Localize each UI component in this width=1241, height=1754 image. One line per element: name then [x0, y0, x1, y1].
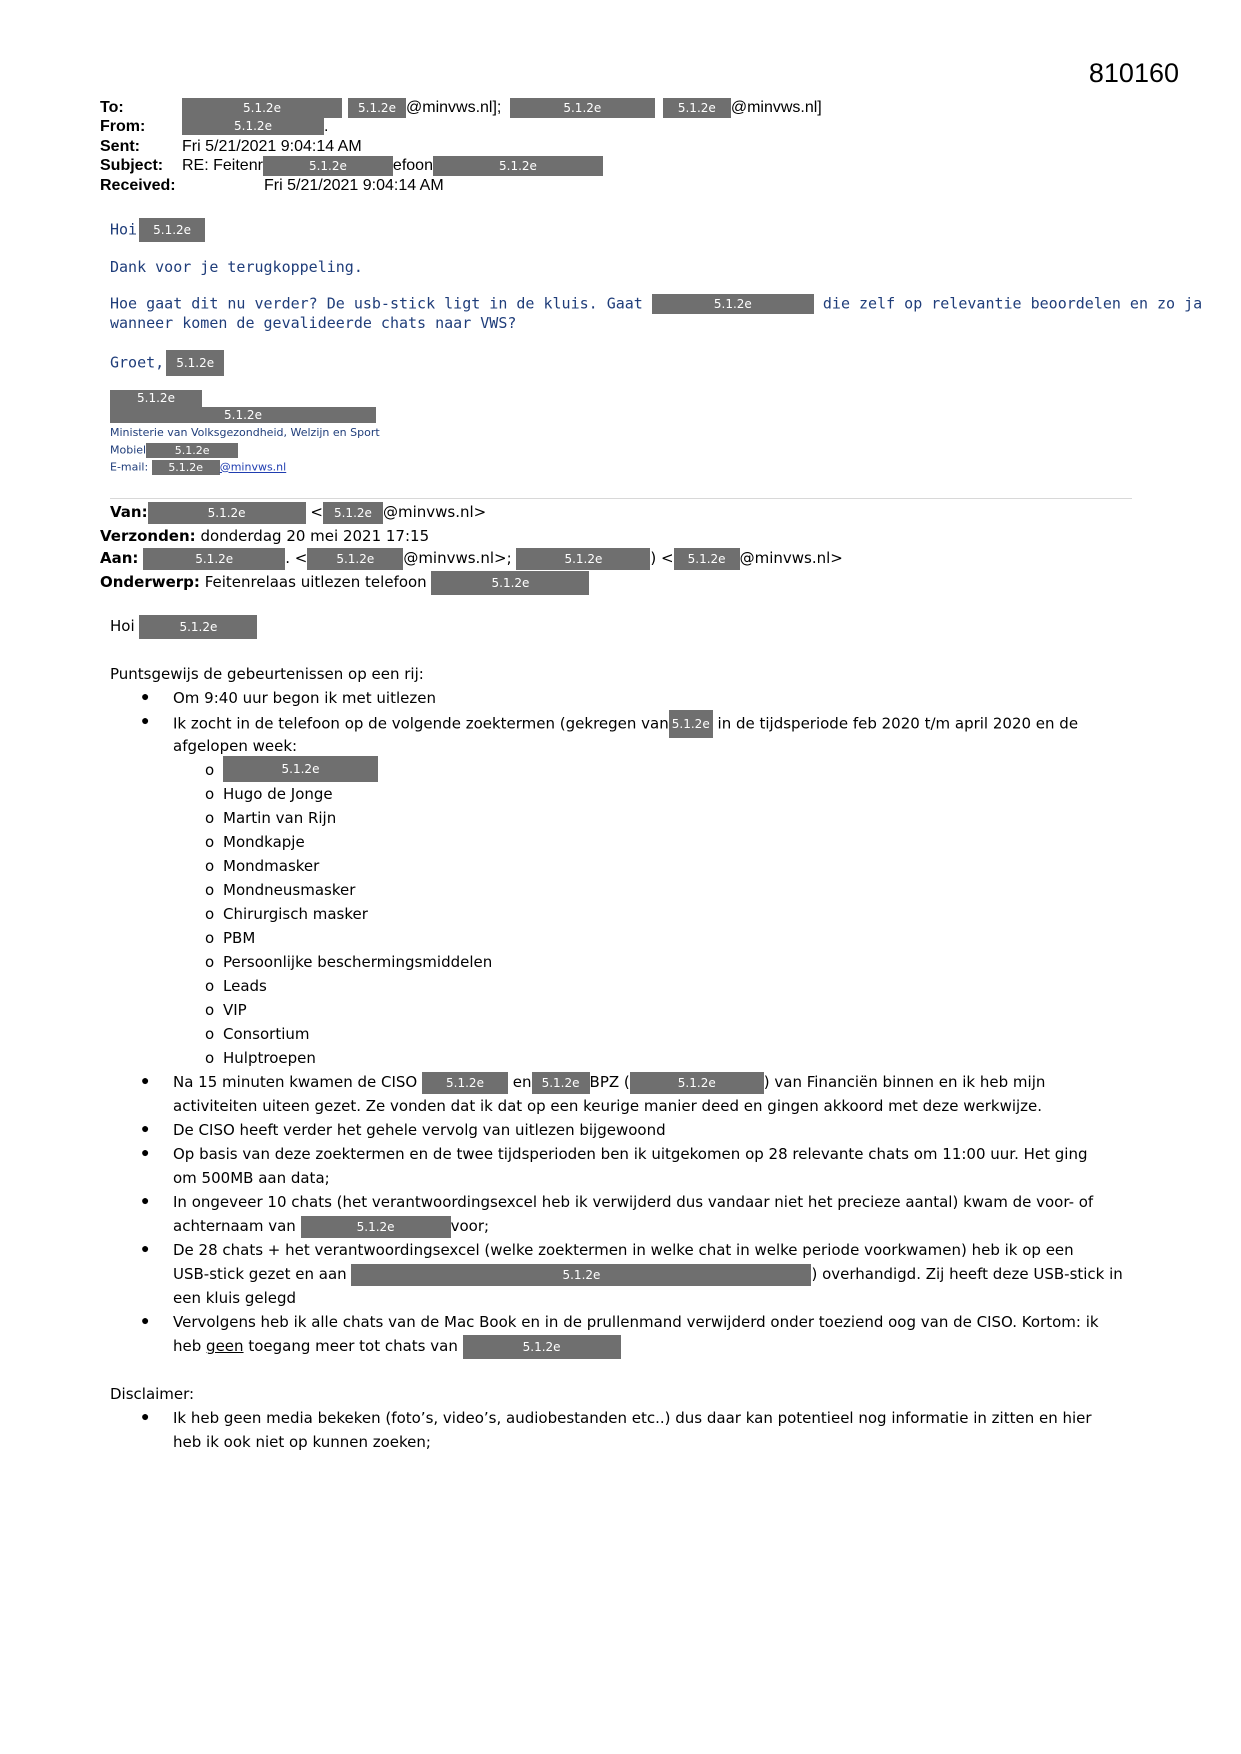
from-label: From:: [100, 118, 146, 135]
bullet-7-line1: De 28 chats + het verantwoordingsexcel (welke zoektermen in welke chat in welke periode voorkwamen) heb ik op een: [173, 1241, 1074, 1259]
bullet-4: De CISO heeft verder het gehele vervolg van uitlezen bijgewoond: [173, 1121, 666, 1139]
bullet-3-line2: activiteiten uiteen gezet. Ze vonden dat ik dat op een keurige manier deed en gingen akkoord met deze werkwijze.: [173, 1097, 1043, 1115]
redaction: 5.1.2e: [669, 710, 713, 738]
header-subject: [100, 156, 603, 176]
header-from: [100, 117, 328, 136]
subject-mid: efoon: [392, 157, 433, 175]
redaction: 5.1.2e: [431, 571, 589, 595]
bullet-2-line2: afgelopen week:: [173, 737, 298, 755]
list-item: o Mondmasker: [205, 857, 320, 875]
redaction: 5.1.2e: [110, 390, 202, 407]
redaction: 5.1.2e: [463, 1335, 621, 1359]
email-link[interactable]: @minvws.nl: [219, 460, 287, 474]
list-item: o Leads: [205, 977, 267, 995]
subject-prefix: RE: Feitenr: [182, 157, 263, 175]
bullet-5-line2: om 500MB aan data;: [173, 1169, 330, 1187]
reply-line3: wanneer komen de gevalideerde chats naar VWS?: [110, 314, 517, 332]
sub-bullet-icon: o: [205, 761, 215, 779]
redaction: 5.1.2e: [148, 502, 306, 524]
subject-label: Subject:: [100, 157, 164, 175]
redaction: 5.1.2e: [307, 548, 403, 570]
list-item: o VIP: [205, 1001, 247, 1019]
redaction: 5.1.2e: [152, 460, 220, 475]
reply-closing: Groet, 5.1.2e: [110, 350, 224, 376]
document-id: 810160: [1088, 58, 1179, 88]
redaction: 5.1.2e: [182, 118, 324, 135]
header-to: [100, 98, 822, 118]
redaction: 5.1.2e: [146, 443, 238, 458]
redaction: 5.1.2e: [510, 98, 655, 118]
disclaimer-label: Disclaimer:: [110, 1385, 195, 1403]
list-item: o Persoonlijke beschermingsmiddelen: [205, 953, 493, 971]
list-item: o Chirurgisch masker: [205, 905, 368, 923]
sent-label: Sent:: [100, 138, 140, 155]
header-sent: [100, 137, 362, 156]
list-item: o Mondneusmasker: [205, 881, 356, 899]
bullet-8-line2: heb geen toegang meer tot chats van 5.1.2e: [173, 1334, 621, 1359]
redaction: 5.1.2e: [323, 502, 383, 524]
redaction: 5.1.2e: [223, 756, 378, 782]
redaction: 5.1.2e: [182, 98, 342, 118]
bullet-icon: ●: [141, 1240, 150, 1256]
redaction: 5.1.2e: [532, 1072, 590, 1094]
redaction: 5.1.2e: [110, 407, 376, 423]
redaction: 5.1.2e: [630, 1072, 764, 1094]
to-suffix: @minvws.nl];: [406, 99, 502, 117]
redaction: 5.1.2e: [351, 1264, 811, 1286]
redaction: 5.1.2e: [263, 156, 393, 176]
bullet-7-line3: een kluis gelegd: [173, 1289, 297, 1307]
bullet-icon: ●: [141, 1408, 150, 1424]
list-item: o Martin van Rijn: [205, 809, 337, 827]
bullet-8-line1: Vervolgens heb ik alle chats van de Mac Book en in de prullenmand verwijderd onder toeziend oog van de CISO. Kortom: ik: [173, 1313, 1099, 1331]
to-label: To:: [100, 99, 124, 117]
redaction: 5.1.2e: [143, 548, 285, 570]
redaction: 5.1.2e: [348, 98, 406, 118]
bullet-3-line1: Na 15 minuten kwamen de CISO 5.1.2e en 5.1.2e BPZ ( 5.1.2e ) van Financiën binnen en ik heb mijn: [173, 1070, 1045, 1094]
redaction: 5.1.2e: [301, 1216, 451, 1238]
disclaimer-line1: Ik heb geen media bekeken (foto’s, video’s, audiobestanden etc..) dus daar kan potentieel nog informatie in zitten en hier: [173, 1409, 1092, 1427]
reply-line2: Hoe gaat dit nu verder? De usb-stick ligt in de kluis. Gaat 5.1.2e die zelf op relevantie beoordelen en zo ja: [110, 294, 1203, 313]
list-item: o Consortium: [205, 1025, 310, 1043]
reply-greeting: Hoi 5.1.2e: [110, 218, 205, 242]
signature-email: E-mail: 5.1.2e @minvws.nl: [110, 460, 287, 474]
list-item: o Hulptroepen: [205, 1049, 316, 1067]
to-suffix: @minvws.nl]: [730, 99, 822, 117]
header-received: [100, 176, 444, 195]
orig-aan: Aan: 5.1.2e . < 5.1.2e @minvws.nl>; 5.1.2e ) < 5.1.2e @minvws.nl>: [100, 546, 843, 570]
redaction: 5.1.2e: [139, 218, 205, 242]
bullet-7-line2: USB-stick gezet en aan 5.1.2e ) overhandigd. Zij heeft deze USB-stick in: [173, 1262, 1123, 1286]
received-label: Received:: [100, 177, 176, 194]
bullet-icon: ●: [141, 1072, 150, 1088]
disclaimer-line2: heb ik ook niet op kunnen zoeken;: [173, 1433, 431, 1451]
orig-onderwerp: Onderwerp: Feitenrelaas uitlezen telefoon 5.1.2e: [100, 570, 589, 595]
bullet-6-line1: In ongeveer 10 chats (het verantwoordingsexcel heb ik verwijderd dus vandaar niet het precieze aantal) kwam de voor- of: [173, 1193, 1094, 1211]
redaction: 5.1.2e: [516, 548, 650, 570]
bullet-2-line1: Ik zocht in de telefoon op de volgende zoektermen (gekregen van 5.1.2e in de tijdsperiode feb 2020 t/m april 2020 en de: [173, 710, 1078, 738]
bullet-1: Om 9:40 uur begon ik met uitlezen: [173, 689, 436, 707]
bullet-icon: ●: [141, 1312, 150, 1328]
bullet-icon: ●: [141, 712, 150, 728]
redaction: 5.1.2e: [422, 1072, 508, 1094]
orig-greeting: Hoi 5.1.2e: [110, 614, 257, 639]
redaction: 5.1.2e: [166, 350, 224, 376]
orig-verzonden: Verzonden: donderdag 20 mei 2021 17:15: [100, 527, 430, 545]
redaction: 5.1.2e: [663, 98, 731, 118]
list-item: o Hugo de Jonge: [205, 785, 333, 803]
signature-mobile: Mobiel 5.1.2e: [110, 443, 238, 458]
redaction: 5.1.2e: [652, 294, 814, 314]
orig-intro: Puntsgewijs de gebeurtenissen op een rij:: [110, 665, 424, 683]
redaction: 5.1.2e: [139, 615, 257, 639]
divider: [110, 498, 1132, 499]
bullet-icon: ●: [141, 1120, 150, 1136]
redaction: 5.1.2e: [674, 548, 740, 570]
received-value: Fri 5/21/2021 9:04:14 AM: [264, 177, 444, 194]
sent-value: Fri 5/21/2021 9:04:14 AM: [182, 138, 362, 155]
from-suffix: .: [324, 118, 329, 135]
reply-line1: Dank voor je terugkoppeling.: [110, 258, 363, 276]
bullet-5-line1: Op basis van deze zoektermen en de twee tijdsperioden ben ik uitgekomen op 28 relevante chats om 11:00 uur. Het ging: [173, 1145, 1088, 1163]
search-terms-list: [205, 782, 492, 1070]
orig-van: Van: 5.1.2e < 5.1.2e @minvws.nl>: [110, 500, 486, 524]
redaction: 5.1.2e: [433, 156, 603, 176]
bullet-icon: ●: [141, 688, 150, 704]
bullet-6-line2: achternaam van 5.1.2e voor;: [173, 1214, 489, 1238]
list-item: o Mondkapje: [205, 833, 305, 851]
bullet-icon: ●: [141, 1192, 150, 1208]
list-item: o PBM: [205, 929, 256, 947]
bullet-icon: ●: [141, 1144, 150, 1160]
signature-org: Ministerie van Volksgezondheid, Welzijn en Sport: [110, 426, 380, 439]
